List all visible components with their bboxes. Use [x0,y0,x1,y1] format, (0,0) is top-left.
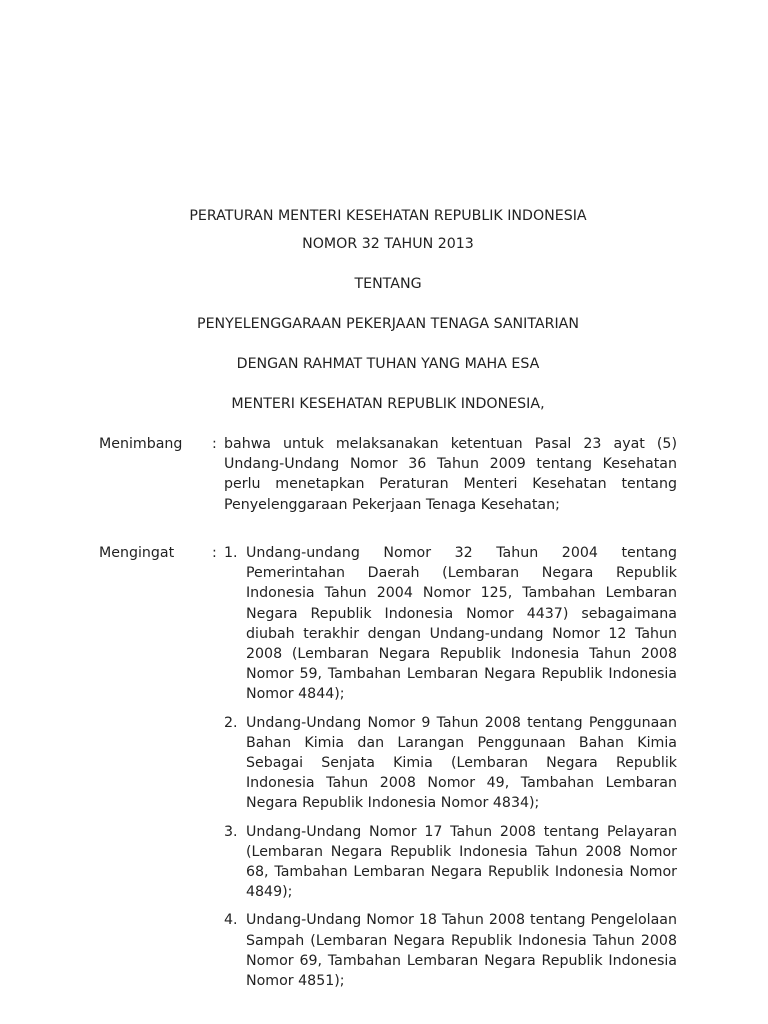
menimbang-colon: : [212,436,217,452]
list-item-number: 1. [224,545,238,561]
list-item-number: 4. [224,912,238,929]
list-item-text: Undang-Undang Nomor 9 Tahun 2008 tentang Penggunaan Bahan Kimia dan Larangan Penggunaan Bahan Kimia Sebagai Senjata Kimia (Lembaran Negara Republik Indonesia Tahun 2008 Nomor 49, Tambahan Lembaran Negara Republik Indonesia Nomor 4834); [246,714,677,812]
list-item-text: Undang-Undang Nomor 18 Tahun 2008 tentang Pengelolaan Sampah (Lembaran Negara Republik Indonesia Tahun 2008 Nomor 69, Tambahan Lembaran Negara Republik Indonesia Nomor 4851); [246,912,677,990]
mengingat-label: Mengingat [99,545,175,561]
menimbang-text: bahwa untuk melaksanakan ketentuan Pasal 23 ayat (5) Undang-Undang Nomor 36 Tahun 2009 tentang Kesehatan perlu menetapkan Peraturan Menteri Kesehatan tentang Penyelenggaraan Pekerjaan Tenaga Kesehatan; [224,436,677,513]
mengingat-colon: : [212,545,217,561]
regulation-subject: PENYELENGGARAAN PEKERJAAN TENAGA SANITARIAN [197,316,579,332]
blessing-line: DENGAN RAHMAT TUHAN YANG MAHA ESA [236,356,540,372]
list-item-text: Undang-undang Nomor 32 Tahun 2004 tentang Pemerintahan Daerah (Lembaran Negara Republik Indonesia Tahun 2004 Nomor 125, Tambahan Lembaran Negara Republik Indonesia Nomor 4437) sebagaimana diubah terakhir dengan Undang-undang Nomor 12 Tahun 2008 (Lembaran Negara Republik Indonesia Tahun 2008 Nomor 59, Tambahan Lembaran Negara Republik Indonesia Nomor 4844); [246,545,677,703]
minister-line: MENTERI KESEHATAN REPUBLIK INDONESIA, [231,396,545,412]
regulation-number: NOMOR 32 TAHUN 2013 [302,236,474,252]
list-item-text: Undang-Undang Nomor 17 Tahun 2008 tentang Pelayaran (Lembaran Negara Republik Indonesia Tahun 2008 Nomor 68, Tambahan Lembaran Negara Republik Indonesia Nomor 4849); [246,823,677,901]
mengingat-list [224,543,677,999]
list-item [224,543,677,705]
regulation-title: PERATURAN MENTERI KESEHATAN REPUBLIK INDONESIA [189,208,587,224]
list-item-number: 3. [224,823,238,840]
menimbang-label: Menimbang [99,436,183,452]
list-item [224,713,677,814]
list-item [224,822,677,903]
tentang-heading: TENTANG [354,276,422,292]
list-item-number: 2. [224,714,238,731]
list-item [224,910,677,991]
